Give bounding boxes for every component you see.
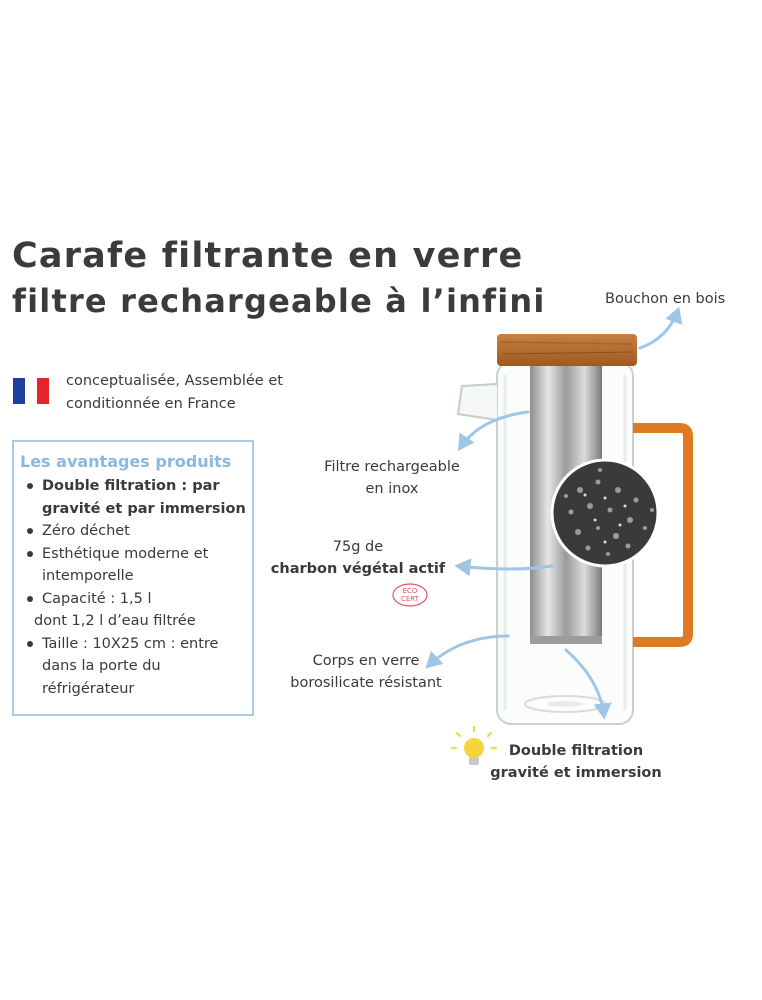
advantages-heading: Les avantages produits xyxy=(20,452,232,471)
list-item: gravité et par immersion xyxy=(42,500,246,517)
list-item: dans la porte du xyxy=(42,658,161,674)
list-item: Zéro déchet xyxy=(20,520,246,543)
charcoal-magnifier xyxy=(552,460,658,566)
wooden-lid xyxy=(497,334,637,366)
list-item: réfrigérateur xyxy=(42,680,135,697)
origin-text: conceptualisée, Assemblée et conditionnée en France xyxy=(66,373,283,412)
french-flag-icon xyxy=(13,378,49,404)
svg-text:ECO: ECO xyxy=(402,587,418,595)
list-item: Taille : 10X25 cm : entre xyxy=(20,633,246,656)
ecocert-logo xyxy=(393,584,427,606)
lid-label: Bouchon en bois xyxy=(605,291,726,307)
glass-label: Corps en verre borosilicate résistant xyxy=(290,653,442,691)
list-item: dont 1,2 l d’eau filtrée xyxy=(34,613,196,629)
double-filtration-label: Double filtration gravité et immersion xyxy=(490,743,662,781)
list-item: Esthétique moderne et xyxy=(20,543,246,566)
advantages-list xyxy=(20,475,246,700)
title-line-2: filtre rechargeable à l’infini xyxy=(12,282,546,320)
list-item: intemporelle xyxy=(42,568,134,584)
list-item: Capacité : 1,5 l xyxy=(20,588,246,611)
svg-text:CERT: CERT xyxy=(401,595,419,603)
charcoal-label: 75g de charbon végétal actif xyxy=(270,539,446,577)
advantages-box xyxy=(12,440,254,716)
arrow-lid xyxy=(640,310,678,348)
list-item: Double filtration : par xyxy=(20,475,246,498)
title-line-1: Carafe filtrante en verre xyxy=(12,236,524,276)
filter-label: Filtre rechargeable en inox xyxy=(324,459,460,497)
